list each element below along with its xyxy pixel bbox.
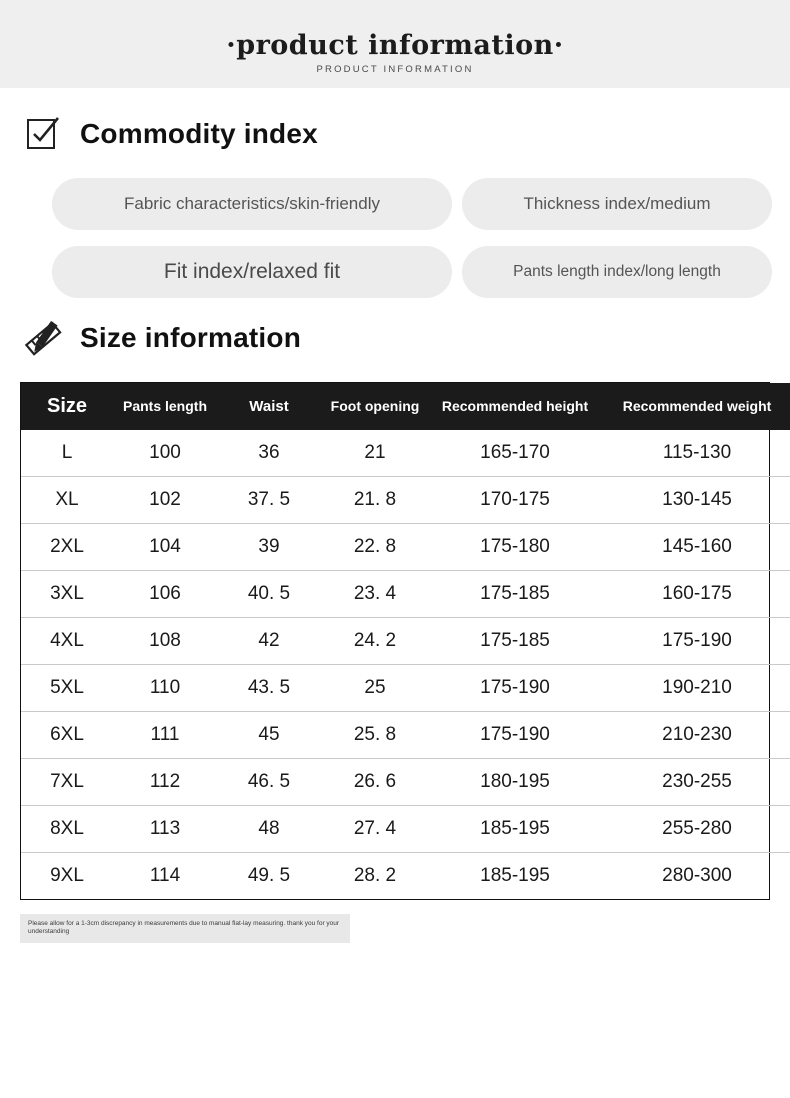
table-cell: 100 xyxy=(113,430,217,477)
table-cell: 3XL xyxy=(21,571,113,618)
size-table xyxy=(21,383,790,899)
table-cell: 45 xyxy=(217,712,321,759)
page-subtitle: PRODUCT INFORMATION xyxy=(316,64,474,75)
col-recommended-height: Recommended height xyxy=(429,383,601,430)
table-cell: 21. 8 xyxy=(321,477,429,524)
table-row xyxy=(21,524,790,571)
table-cell: 24. 2 xyxy=(321,618,429,665)
table-cell: 255-280 xyxy=(601,806,790,853)
size-table-wrapper xyxy=(20,382,770,900)
table-cell: 175-185 xyxy=(429,618,601,665)
table-row xyxy=(21,618,790,665)
col-size: Size xyxy=(21,383,113,430)
page-title: ·product information· xyxy=(226,30,564,61)
table-cell: 102 xyxy=(113,477,217,524)
table-cell: 115-130 xyxy=(601,430,790,477)
table-cell: 175-190 xyxy=(429,712,601,759)
table-row xyxy=(21,430,790,477)
table-row xyxy=(21,665,790,712)
table-cell: 175-190 xyxy=(601,618,790,665)
table-cell: 170-175 xyxy=(429,477,601,524)
table-cell: 175-180 xyxy=(429,524,601,571)
table-cell: 7XL xyxy=(21,759,113,806)
table-cell: 104 xyxy=(113,524,217,571)
table-cell: 185-195 xyxy=(480,865,550,886)
table-cell: 49. 5 xyxy=(247,865,291,886)
table-cell: XL xyxy=(21,477,113,524)
table-cell: 175-190 xyxy=(429,665,601,712)
commodity-index-heading xyxy=(0,112,790,156)
pill-length: Pants length index/long length xyxy=(462,246,772,298)
page-header xyxy=(0,0,790,88)
measurement-footnote: Please allow for a 1-3cm discrepancy in measurements due to manual flat-lay measuring. thank you for your understanding xyxy=(20,914,350,943)
size-information-label: Size information xyxy=(80,322,301,353)
table-row xyxy=(21,759,790,806)
table-row xyxy=(21,571,790,618)
table-header-row xyxy=(21,383,790,430)
table-row xyxy=(21,477,790,524)
size-table-header xyxy=(21,383,790,430)
table-cell: 23. 4 xyxy=(321,571,429,618)
table-cell: 145-160 xyxy=(601,524,790,571)
table-cell: 175-185 xyxy=(429,571,601,618)
ruler-pencil-icon xyxy=(22,316,66,360)
table-cell: 112 xyxy=(113,759,217,806)
table-cell: 6XL xyxy=(21,712,113,759)
table-cell: 27. 4 xyxy=(321,806,429,853)
commodity-index-label: Commodity index xyxy=(80,118,318,149)
table-cell: 210-230 xyxy=(601,712,790,759)
table-cell: 114 xyxy=(149,865,181,886)
table-cell: 21 xyxy=(321,430,429,477)
size-table-body xyxy=(21,430,790,899)
col-foot-opening: Foot opening xyxy=(321,383,429,430)
table-cell: 48 xyxy=(217,806,321,853)
table-cell: 110 xyxy=(113,665,217,712)
table-row xyxy=(21,806,790,853)
size-information-heading xyxy=(0,316,790,360)
table-cell: 46. 5 xyxy=(217,759,321,806)
table-cell: 111 xyxy=(113,712,217,759)
table-cell: 25. 8 xyxy=(321,712,429,759)
table-cell: 4XL xyxy=(21,618,113,665)
table-cell: 280-300 xyxy=(662,865,732,886)
col-pants-length: Pants length xyxy=(113,383,217,430)
table-cell: 42 xyxy=(217,618,321,665)
table-cell: 2XL xyxy=(21,524,113,571)
pill-thickness: Thickness index/medium xyxy=(462,178,772,230)
table-cell: 130-145 xyxy=(601,477,790,524)
col-recommended-weight: Recommended weight xyxy=(601,383,790,430)
table-cell: 160-175 xyxy=(601,571,790,618)
commodity-index-pills xyxy=(0,178,790,298)
table-cell: 39 xyxy=(217,524,321,571)
table-cell: 22. 8 xyxy=(321,524,429,571)
table-cell: 26. 6 xyxy=(321,759,429,806)
table-cell: 25 xyxy=(321,665,429,712)
table-cell: 8XL xyxy=(21,806,113,853)
table-cell: 108 xyxy=(113,618,217,665)
table-row xyxy=(21,853,790,900)
table-cell: 28. 2 xyxy=(353,865,397,886)
table-cell: 230-255 xyxy=(601,759,790,806)
table-cell: 113 xyxy=(113,806,217,853)
table-cell: 180-195 xyxy=(429,759,601,806)
table-cell: 190-210 xyxy=(601,665,790,712)
table-cell: 40. 5 xyxy=(217,571,321,618)
table-cell: 185-195 xyxy=(429,806,601,853)
table-cell: 165-170 xyxy=(429,430,601,477)
table-cell: 36 xyxy=(217,430,321,477)
table-cell: 5XL xyxy=(21,665,113,712)
pill-fabric: Fabric characteristics/skin-friendly xyxy=(52,178,452,230)
checklist-icon xyxy=(22,112,66,156)
table-cell: 9XL xyxy=(50,865,84,886)
table-cell: 37. 5 xyxy=(217,477,321,524)
table-row xyxy=(21,712,790,759)
table-cell: 43. 5 xyxy=(217,665,321,712)
pill-fit: Fit index/relaxed fit xyxy=(52,246,452,298)
table-cell: L xyxy=(21,430,113,477)
col-waist: Waist xyxy=(217,383,321,430)
table-cell: 106 xyxy=(113,571,217,618)
